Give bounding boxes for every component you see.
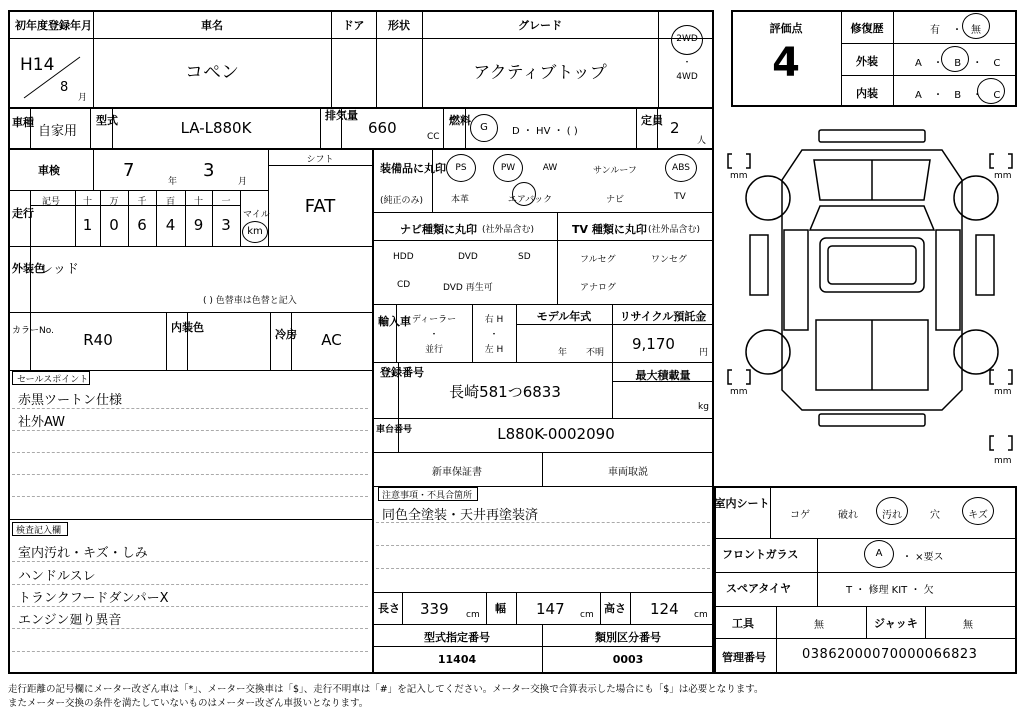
repair-dot: ・	[952, 25, 962, 36]
place-label: 万	[109, 197, 119, 207]
fuel-label: 燃料	[449, 114, 471, 127]
equip-item: TV	[674, 192, 686, 202]
year-unit: 年	[168, 177, 178, 187]
import-dot: ・	[489, 330, 499, 340]
chassis-label: 車台番号	[376, 425, 413, 435]
model-value: LA-L880K	[180, 119, 252, 137]
height-label: 高さ	[604, 602, 626, 615]
ruled-line	[12, 452, 368, 453]
divider	[516, 324, 714, 325]
displacement-label: 排気量	[325, 109, 358, 122]
divider	[516, 592, 517, 624]
mm-label: mm	[994, 387, 1012, 397]
ruled-line	[12, 496, 368, 497]
windshield-a: A	[875, 548, 883, 559]
divider	[776, 638, 777, 674]
divider	[841, 75, 1017, 76]
divider	[612, 381, 714, 382]
ruled-line	[12, 606, 368, 607]
divider	[636, 107, 637, 148]
import-right-h: 右 H	[484, 315, 504, 325]
score-value: 4	[772, 40, 800, 86]
manual: 車両取説	[608, 467, 648, 478]
cabin-item: キズ	[968, 510, 988, 521]
notes-label: 注意事項・不具合箇所	[378, 487, 478, 501]
divider	[8, 148, 714, 150]
interior-options: A ・ B ・ C	[915, 90, 1001, 101]
exterior-selected-circle	[941, 46, 969, 72]
equip-item: エアバック	[507, 195, 553, 205]
first-reg-label: 初年度登録年月	[15, 19, 92, 32]
divider	[714, 538, 1017, 539]
mileage-digit: 3	[221, 216, 231, 234]
drive-4wd: 4WD	[676, 72, 698, 82]
divider	[93, 148, 94, 190]
fuel-options: D ・ HV ・ ( )	[512, 126, 578, 137]
model-year-unknown: 不明	[586, 348, 605, 358]
inspection-year: 7	[123, 160, 135, 181]
month-unit: 月	[78, 93, 88, 103]
cabin-item: 穴	[930, 510, 940, 521]
divider	[187, 312, 188, 370]
capacity-value: 2	[670, 119, 680, 137]
equip-item: PS	[455, 163, 467, 173]
symbol-label: 記号	[42, 197, 61, 207]
registration-label: 登録番号	[380, 366, 424, 379]
divider	[600, 592, 601, 624]
use-label: 車種	[12, 116, 34, 129]
drive-dot: ・	[682, 58, 692, 68]
import-label: 輸入車	[378, 315, 411, 328]
score-label: 評価点	[769, 22, 803, 35]
length-value: 339	[420, 600, 449, 618]
place-label: 千	[137, 197, 147, 207]
ruled-line	[376, 568, 710, 569]
width-label: 幅	[495, 602, 506, 615]
divider	[372, 212, 714, 213]
tv-label: TV 種類に丸印	[572, 223, 647, 236]
divider	[402, 592, 403, 624]
exterior-options: A ・ B ・ C	[915, 58, 1001, 69]
first-reg-month: 8	[60, 80, 69, 95]
inspect-line: ハンドルスレ	[18, 569, 96, 584]
divider	[817, 572, 818, 606]
divider	[372, 418, 714, 419]
inspection-month: 3	[203, 160, 215, 181]
max-load-label: 最大積載量	[635, 369, 691, 382]
spare-label: スペアタイヤ	[726, 582, 792, 595]
equip-label: 装備品に丸印	[380, 162, 446, 175]
divider	[776, 606, 777, 638]
divider	[841, 43, 1017, 44]
divider	[486, 592, 487, 624]
shift-value: FAT	[304, 196, 336, 217]
divider	[30, 246, 31, 312]
model-label: 型式	[96, 114, 118, 127]
sales-line: 社外AW	[18, 415, 66, 430]
place-label: 百	[165, 197, 175, 207]
inspect-line: トランクフードダンパーX	[18, 591, 169, 606]
color-code-label: カラーNo.	[12, 326, 54, 336]
nav-item: DVD 再生可	[443, 283, 493, 293]
divider	[630, 592, 631, 624]
inspect-line: 室内汚れ・キズ・しみ	[18, 546, 148, 561]
color-change-note: ( ) 色替車は色替と記入	[203, 296, 297, 306]
divider	[372, 592, 714, 593]
import-parallel: 並行	[424, 345, 443, 355]
displacement-value: 660	[368, 119, 397, 137]
divider	[465, 107, 466, 148]
windshield-label: フロントガラス	[722, 548, 799, 561]
car-name-label: 車名	[201, 19, 223, 32]
repair-no: 無	[971, 25, 981, 36]
repair-label: 修復歴	[850, 22, 884, 35]
use-value: 自家用	[38, 124, 78, 139]
divider	[372, 624, 714, 625]
drive-2wd: 2WD	[676, 34, 698, 44]
cabin-item: コゲ	[790, 510, 810, 521]
mm-label: mm	[994, 456, 1012, 466]
nav-label: ナビ種類に丸印	[400, 223, 477, 236]
mileage-digit: 4	[165, 216, 176, 234]
ruled-line	[12, 430, 368, 431]
class-no-label: 類別区分番号	[595, 631, 661, 644]
footer-line: またメーター交換の条件を満たしていないものはメーター改ざん車扱いとなります。	[8, 698, 369, 709]
import-dealer: ディーラー	[411, 315, 457, 325]
mileage-digit: 1	[82, 216, 93, 234]
manage-value: 03862000070000066823	[802, 647, 978, 662]
interior-selected-circle	[977, 78, 1005, 104]
color-code-value: R40	[83, 331, 113, 349]
month-unit: 月	[238, 177, 248, 187]
tv-item: アナログ	[580, 283, 617, 293]
ruled-line	[12, 408, 368, 409]
color-label: 外装色	[12, 262, 45, 275]
mm-label: mm	[730, 387, 748, 397]
dim-unit: cm	[466, 610, 480, 620]
max-load-unit: kg	[698, 402, 709, 412]
nav-item: SD	[518, 252, 531, 262]
import-dot: ・	[429, 330, 439, 340]
car-name: コペン	[185, 62, 239, 83]
divider	[341, 107, 342, 148]
equip-item: 本革	[450, 195, 469, 205]
mileage-digit: 9	[193, 216, 204, 234]
fuel-g: G	[480, 122, 488, 133]
divider	[714, 638, 1017, 639]
import-left-h: 左 H	[484, 345, 504, 355]
divider	[817, 538, 818, 572]
windshield-rest: ・ ×要ス	[902, 552, 944, 563]
divider	[90, 107, 91, 148]
jack-value: 無	[963, 620, 973, 631]
divider	[866, 606, 867, 638]
divider	[30, 190, 31, 246]
sales-label: セールスポイント	[12, 371, 90, 385]
shift-label: シフト	[306, 155, 334, 165]
divider	[557, 212, 558, 304]
ruled-line	[12, 651, 368, 652]
equip-item: ナビ	[605, 195, 624, 205]
divider	[320, 107, 321, 148]
ruled-line	[12, 584, 368, 585]
interior-color-label: 内装色	[171, 321, 204, 334]
divider	[8, 107, 714, 109]
width-value: 147	[536, 600, 565, 618]
mm-label: mm	[994, 171, 1012, 181]
ac-label: 冷房	[275, 328, 297, 341]
nav-item: DVD	[458, 252, 478, 262]
divider	[372, 240, 714, 241]
inspect-notes-label: 検査記入欄	[12, 522, 68, 536]
tools-value: 無	[814, 620, 824, 631]
type-no-value: 11404	[437, 653, 477, 666]
tv-item: ワンセグ	[651, 255, 688, 265]
mileage-digit: 0	[109, 216, 119, 234]
class-no-value: 0003	[612, 653, 644, 666]
ruled-line	[376, 545, 710, 546]
divider	[714, 572, 1017, 573]
car-diagram	[724, 120, 1020, 480]
equip-sub: (純正のみ)	[380, 196, 424, 206]
equip-item: PW	[500, 163, 516, 173]
ruled-line	[12, 474, 368, 475]
grade-label: グレード	[518, 19, 562, 32]
divider	[372, 452, 714, 453]
km-label: km	[247, 226, 263, 237]
model-year-label: モデル年式	[536, 310, 592, 323]
divider	[8, 519, 372, 520]
sales-line: 赤黒ツートン仕様	[18, 393, 123, 408]
place-label: 十	[193, 197, 203, 207]
divider	[657, 107, 658, 148]
tv-sub: (社外品含む)	[648, 225, 701, 235]
divider	[372, 646, 714, 647]
cabin-label: 室内シート	[714, 497, 770, 510]
capacity-unit: 人	[697, 136, 707, 146]
divider	[770, 486, 771, 538]
ruled-line	[12, 561, 368, 562]
divider	[8, 246, 372, 247]
place-label: 一	[221, 197, 231, 207]
nav-item: HDD	[393, 252, 414, 262]
divider	[893, 10, 894, 107]
length-label: 長さ	[378, 602, 400, 615]
nav-item: CD	[397, 280, 411, 290]
registration-value: 長崎581つ6833	[449, 383, 561, 401]
equip-item: サンルーフ	[593, 166, 637, 176]
inspection-label: 車検	[38, 164, 60, 177]
footer-line: 走行距離の記号欄にメーター改ざん車は「*」、メーター交換車は「$」、走行不明車は「#」を記入してください。メーター交換で合算表示した場合にも「$」は必要となります。	[8, 684, 764, 695]
divider	[372, 148, 374, 674]
notes-line: 同色全塗装・天井再塗装済	[382, 508, 539, 523]
warranty: 新車保証書	[432, 467, 482, 478]
cabin-item: 破れ	[838, 510, 858, 521]
divider	[8, 190, 268, 191]
slash-line	[22, 55, 82, 100]
grade-value: アクティブトップ	[473, 63, 607, 83]
ac-value: AC	[321, 331, 342, 349]
equip-item: ABS	[672, 163, 690, 173]
inspect-line: エンジン廻り異音	[18, 613, 122, 628]
jack-label: ジャッキ	[874, 617, 918, 630]
repair-yes: 有	[930, 25, 940, 36]
manage-label: 管理番号	[722, 651, 766, 664]
divider	[925, 606, 926, 638]
divider	[432, 148, 433, 212]
divider	[270, 312, 271, 370]
shape-label: 形状	[388, 19, 410, 32]
tv-item: フルセグ	[580, 255, 616, 265]
recycle-unit: 円	[699, 348, 709, 358]
mileage-digit: 6	[137, 216, 147, 234]
divider	[8, 38, 714, 39]
divider	[443, 107, 444, 148]
mileage-label: 走行	[12, 207, 34, 220]
color-value: レッド	[40, 262, 79, 277]
spare-value: T ・ 修理 KIT ・ 欠	[846, 585, 934, 596]
height-value: 124	[650, 600, 679, 618]
interior-label: 内装	[856, 87, 878, 100]
recycle-value: 9,170	[632, 335, 675, 353]
first-reg-year: H14	[20, 55, 55, 75]
door-label: ドア	[342, 19, 365, 32]
divider	[268, 165, 372, 166]
divider	[372, 362, 714, 363]
type-no-label: 型式指定番号	[424, 631, 490, 644]
displacement-unit: CC	[427, 132, 440, 142]
divider	[166, 312, 167, 370]
divider	[30, 107, 31, 148]
divider	[372, 304, 714, 305]
divider	[240, 190, 241, 246]
capacity-label: 定員	[641, 114, 663, 127]
equip-item: AW	[542, 163, 558, 173]
mile-label: マイル	[243, 210, 270, 220]
recycle-label: リサイクル預託金	[619, 310, 707, 323]
tools-label: 工具	[732, 617, 754, 630]
place-label: 十	[82, 197, 92, 207]
ruled-line	[376, 522, 710, 523]
exterior-label: 外装	[856, 55, 878, 68]
divider	[8, 312, 372, 313]
divider	[658, 10, 659, 107]
dim-unit: cm	[580, 610, 594, 620]
mm-label: mm	[730, 171, 748, 181]
dim-unit: cm	[694, 610, 708, 620]
year-unit: 年	[558, 348, 568, 358]
chassis-value: L880K-0002090	[497, 425, 615, 443]
ruled-line	[12, 628, 368, 629]
nav-sub: (社外品含む)	[482, 225, 535, 235]
cabin-item: 汚れ	[882, 510, 902, 521]
